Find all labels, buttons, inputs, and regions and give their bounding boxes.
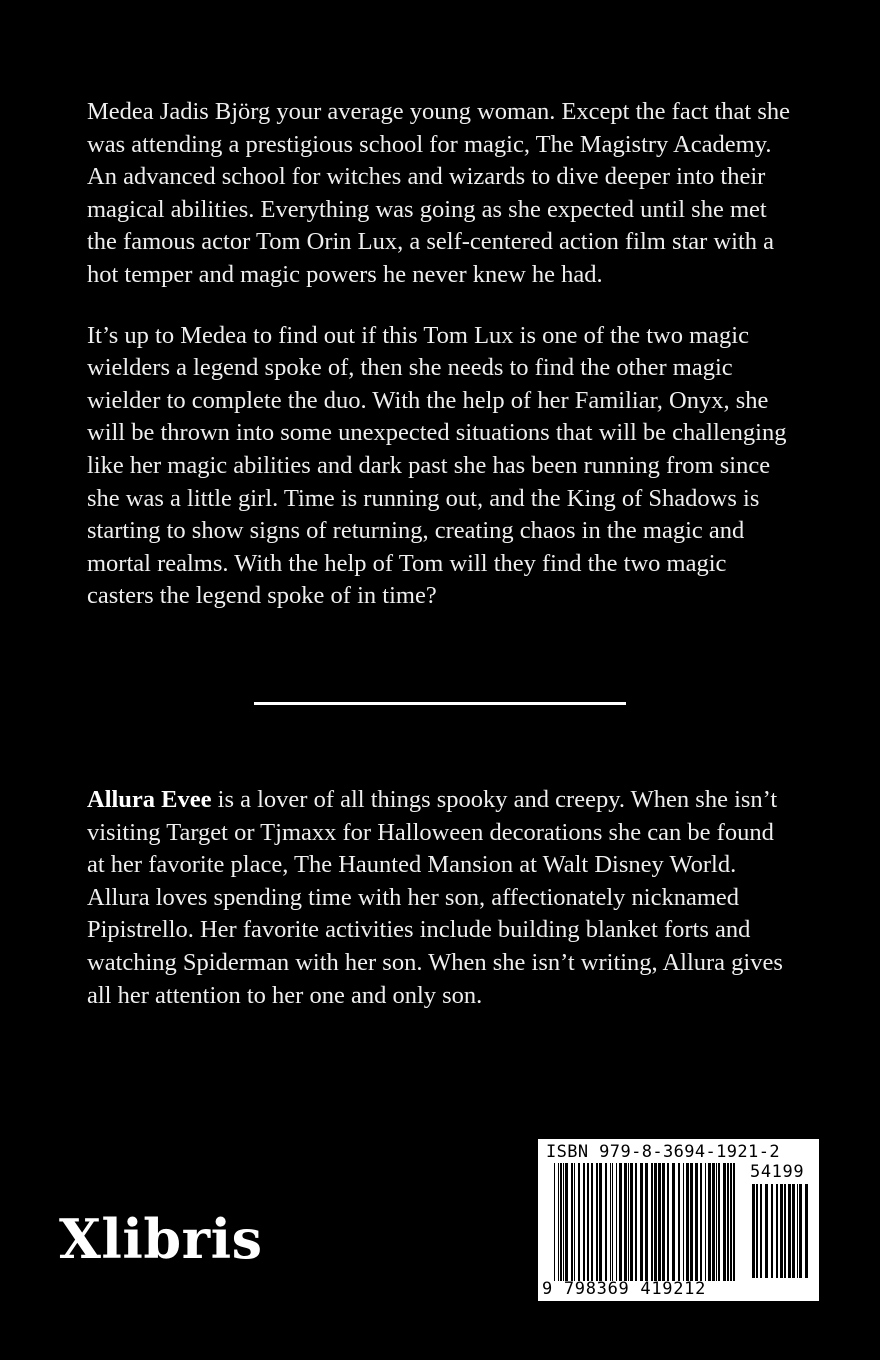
barcode-bars [554,1163,738,1281]
barcode-bar [563,1163,564,1281]
publisher-logo: Xlibris [59,1207,263,1271]
barcode-bar [672,1163,675,1281]
price-code: 54199 [750,1162,805,1182]
author-bio-text: is a lover of all things spooky and creepy. When she isn’t visiting Target or Tjmaxx for Halloween decorations she can be found at her favorite place, The Haunted Mansion at Walt Disney World. Allura loves spending time with her son, affectionately nicknamed Pipistrello. Her favorite activities include building blanket forts and watching Spiderman with her son. When she isn’t writing, Allura gives all her attention to her one and only son. [87,786,783,1009]
book-blurb [87,96,797,641]
barcode-bar [760,1184,762,1278]
barcode-bar [788,1184,791,1278]
barcode-bar [686,1163,689,1281]
blurb-paragraph-1: Medea Jadis Björg your average young woman. Except the fact that she was attending a prestigious school for magic, The Magistry Academy. An advanced school for witches and wizards to dive deeper into their magical abilities. Everything was going as she expected until she met the famous actor Tom Orin Lux, a self-centered action film star with a hot temper and magic powers he never knew he had. [87,98,791,288]
barcode-bar [708,1163,711,1281]
barcode-bar [695,1163,698,1281]
barcode-bar [718,1163,720,1281]
barcode-bar [712,1163,715,1281]
barcode-bar [658,1163,661,1281]
barcode-bar [716,1163,717,1281]
author-name: Allura Evee [87,786,212,813]
barcode-bar [723,1163,726,1281]
barcode-bar [574,1163,575,1281]
barcode-bar [571,1163,573,1281]
barcode-bar [610,1163,611,1281]
barcode-bar [578,1163,580,1281]
isbn-barcode [538,1139,819,1301]
barcode-bar [690,1163,693,1281]
barcode-bar [651,1163,653,1281]
barcode-bar [730,1163,732,1281]
barcode-bar [554,1163,555,1281]
barcode-bar [765,1184,768,1278]
barcode-bar [662,1163,665,1281]
author-bio-paragraph [87,784,797,1012]
barcode-digits: 9 798369 419212 [542,1279,707,1299]
barcode-bar [792,1184,795,1278]
blurb-paragraph-2: It’s up to Medea to find out if this Tom Lux is one of the two magic wielders a legend spoke of, then she needs to find the other magic wielder to complete the duo. With the help of her Familiar, Onyx, she will be thrown into some unexpected situations that will be challenging like her magic abilities and dark past she has been running from since she was a little girl. Time is running out, and the King of Shadows is starting to show signs of returning, creating chaos in the magic and mortal realms. With the help of Tom will they find the two magic casters the legend spoke of in time? [87,321,787,610]
barcode-bar [776,1184,778,1278]
barcode-bar [583,1163,585,1281]
barcode-bar [558,1163,559,1281]
barcode-bar [799,1184,802,1278]
section-divider [254,702,626,705]
barcode-bar [635,1163,637,1281]
barcode-bar [616,1163,617,1281]
barcode-bar [700,1163,702,1281]
barcode-bar [560,1163,562,1281]
barcode-bar [733,1163,735,1281]
barcode-bar [705,1163,706,1281]
barcode-bar [784,1184,786,1278]
barcode-bar [565,1163,568,1281]
barcode-bar [727,1163,729,1281]
barcode-bar [780,1184,783,1278]
barcode-bar [599,1163,602,1281]
barcode-bar [587,1163,589,1281]
barcode-bar [619,1163,622,1281]
barcode-bar [645,1163,648,1281]
barcode-bar [612,1163,613,1281]
barcode-bar [805,1184,808,1278]
barcode-bar [591,1163,593,1281]
barcode-bar [596,1163,598,1281]
barcode-bar [654,1163,657,1281]
barcode-bar [628,1163,629,1281]
barcode-bar [771,1184,773,1278]
isbn-label: ISBN 979-8-3694-1921-2 [546,1142,780,1162]
barcode-bar [630,1163,633,1281]
barcode-bar [605,1163,607,1281]
barcode-bar [797,1184,798,1278]
barcode-bar [678,1163,680,1281]
barcode-addon-bars [752,1184,812,1278]
barcode-bar [667,1163,669,1281]
barcode-bar [752,1184,755,1278]
barcode-bar [756,1184,758,1278]
barcode-bar [683,1163,684,1281]
barcode-bar [624,1163,627,1281]
author-bio [87,784,797,1040]
barcode-bar [640,1163,643,1281]
